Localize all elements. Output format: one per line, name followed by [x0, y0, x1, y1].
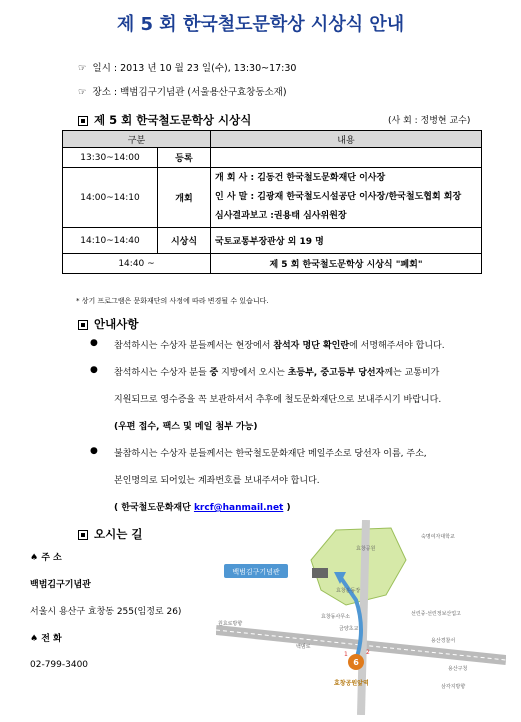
venue-map-label: 백범김구기념관: [232, 568, 280, 576]
square-bullet-icon: [78, 116, 88, 126]
table-row: [63, 148, 482, 168]
email-link[interactable]: krcf@hanmail.net: [193, 503, 284, 513]
pointer-icon: ☞: [78, 63, 87, 74]
date-text: 일시 : 2013 년 10 월 23 일(수), 13:30~17:30: [92, 63, 297, 74]
section-title: 안내사항: [94, 317, 139, 331]
cell-time: 13:30~14:00: [63, 148, 158, 168]
guide-item-1: [114, 338, 514, 351]
square-bullet-icon: [78, 320, 88, 330]
exit-1-label: 1: [344, 651, 348, 658]
map-label: 금양초교: [339, 626, 359, 632]
text-bold: 참석자 명단 확인란: [273, 341, 350, 351]
map-label: 삼각지방향: [441, 684, 466, 690]
text: ): [283, 503, 291, 513]
page-title: 제 5 회 한국철도문학상 시상식 안내: [116, 14, 405, 35]
table-row: [63, 168, 482, 228]
text-bold: 중: [209, 368, 219, 378]
phone-number: 02-799-3400: [30, 660, 89, 670]
cell-content: 국토교통부장관상 외 19 명: [211, 228, 482, 254]
venue-name: 백범김구기념관: [30, 580, 91, 590]
section-title: 오시는 길: [94, 527, 143, 541]
table-row: [63, 254, 482, 274]
bullet-icon: ●: [90, 446, 98, 456]
cell-time: 14:00~14:10: [63, 168, 158, 228]
map-label: 용산구청: [448, 666, 468, 672]
pointer-icon: ☞: [78, 87, 87, 98]
cell-content: 제 5 회 한국철도문학상 시상식 "폐회": [211, 254, 482, 274]
guide-item-2-line2: 지원되므로 영수증을 꼭 보관하셔서 추후에 철도문화재단으로 보내주시기 바랍니다.: [114, 395, 442, 405]
date-line: [78, 60, 296, 74]
header-content: 내용: [211, 131, 482, 148]
section-guide: [78, 316, 138, 332]
map-label: 원효로방향: [218, 621, 243, 627]
text: 에 서명해주셔야 합니다.: [349, 341, 445, 351]
square-bullet-icon: [78, 530, 88, 540]
guide-item-3-line2: 본인명의로 되어있는 계좌번호를 보내주셔야 합니다.: [114, 476, 320, 486]
text: ( 한국철도문화재단: [114, 503, 194, 513]
presenter-text: (사 회 : 정병현 교수): [388, 116, 471, 126]
location-map: [216, 520, 506, 715]
footnote: * 상기 프로그램은 문화재단의 사정에 따라 변경될 수 있습니다.: [76, 297, 269, 305]
phone-heading: ♠ 전 화: [30, 634, 62, 644]
section-directions: [78, 526, 142, 542]
section-ceremony: [78, 112, 251, 128]
content-line: 개 회 사 : 김동건 한국철도문화재단 이사장: [215, 173, 386, 183]
table-row: [63, 228, 482, 254]
cell-content: [211, 148, 482, 168]
header-category: 구분: [63, 131, 211, 148]
cell-item: 시상식: [158, 228, 211, 254]
cell-time: 14:40 ~: [63, 254, 211, 274]
map-label: 용산경찰서: [431, 638, 456, 644]
map-label: 효창공원: [356, 546, 376, 552]
cell-item: 개회: [158, 168, 211, 228]
map-label: 효창운동장: [336, 588, 361, 594]
building-icon: [312, 568, 328, 578]
text: 참석하시는 수상자 분들: [114, 368, 210, 378]
program-table: [62, 130, 482, 274]
venue-address: 서울시 용산구 효창동 255(임정로 26): [30, 607, 182, 617]
text: 참석하시는 수상자 분들께서는 현장에서: [114, 341, 274, 351]
guide-item-3: 불참하시는 수상자 분들께서는 한국철도문화재단 메일주소로 당선자 이름, 주소,: [114, 449, 427, 459]
section-title: 제 5 회 한국철도문학상 시상식: [94, 113, 252, 127]
map-label: 효창동사무소: [321, 614, 350, 620]
station-number: 6: [353, 658, 359, 667]
cell-item: 등록: [158, 148, 211, 168]
place-line: [78, 84, 287, 98]
cell-content: [211, 168, 482, 228]
bullet-icon: ●: [90, 338, 98, 348]
text: 께는 교통비가: [384, 368, 440, 378]
map-label: 효창공원앞역: [334, 680, 369, 687]
map-label: 선린중·선린정보산업고: [411, 611, 461, 617]
text-bold: 초등부, 중고등부 당선자: [287, 368, 385, 378]
guide-item-2: [114, 365, 514, 378]
bullet-icon: ●: [90, 365, 98, 375]
cell-time: 14:10~14:40: [63, 228, 158, 254]
map-label: 숙명여자대학교: [421, 534, 455, 540]
guide-item-2-line3: (우편 접수, 팩스 및 메일 첨부 가능): [114, 422, 258, 432]
place-text: 장소 : 백범김구기념관 (서울용산구효창동소재): [92, 87, 287, 98]
content-line: 심사결과보고 :권용태 심사위원장: [215, 211, 347, 221]
exit-2-label: 2: [366, 649, 370, 656]
map-label: 백범로: [296, 644, 311, 650]
content-line: 인 사 말 : 김광재 한국철도시설공단 이사장/한국철도협회 회장: [215, 192, 462, 202]
address-heading: ♠ 주 소: [30, 553, 62, 563]
text: 지방에서 오시는: [218, 368, 288, 378]
guide-item-4: [114, 500, 514, 513]
